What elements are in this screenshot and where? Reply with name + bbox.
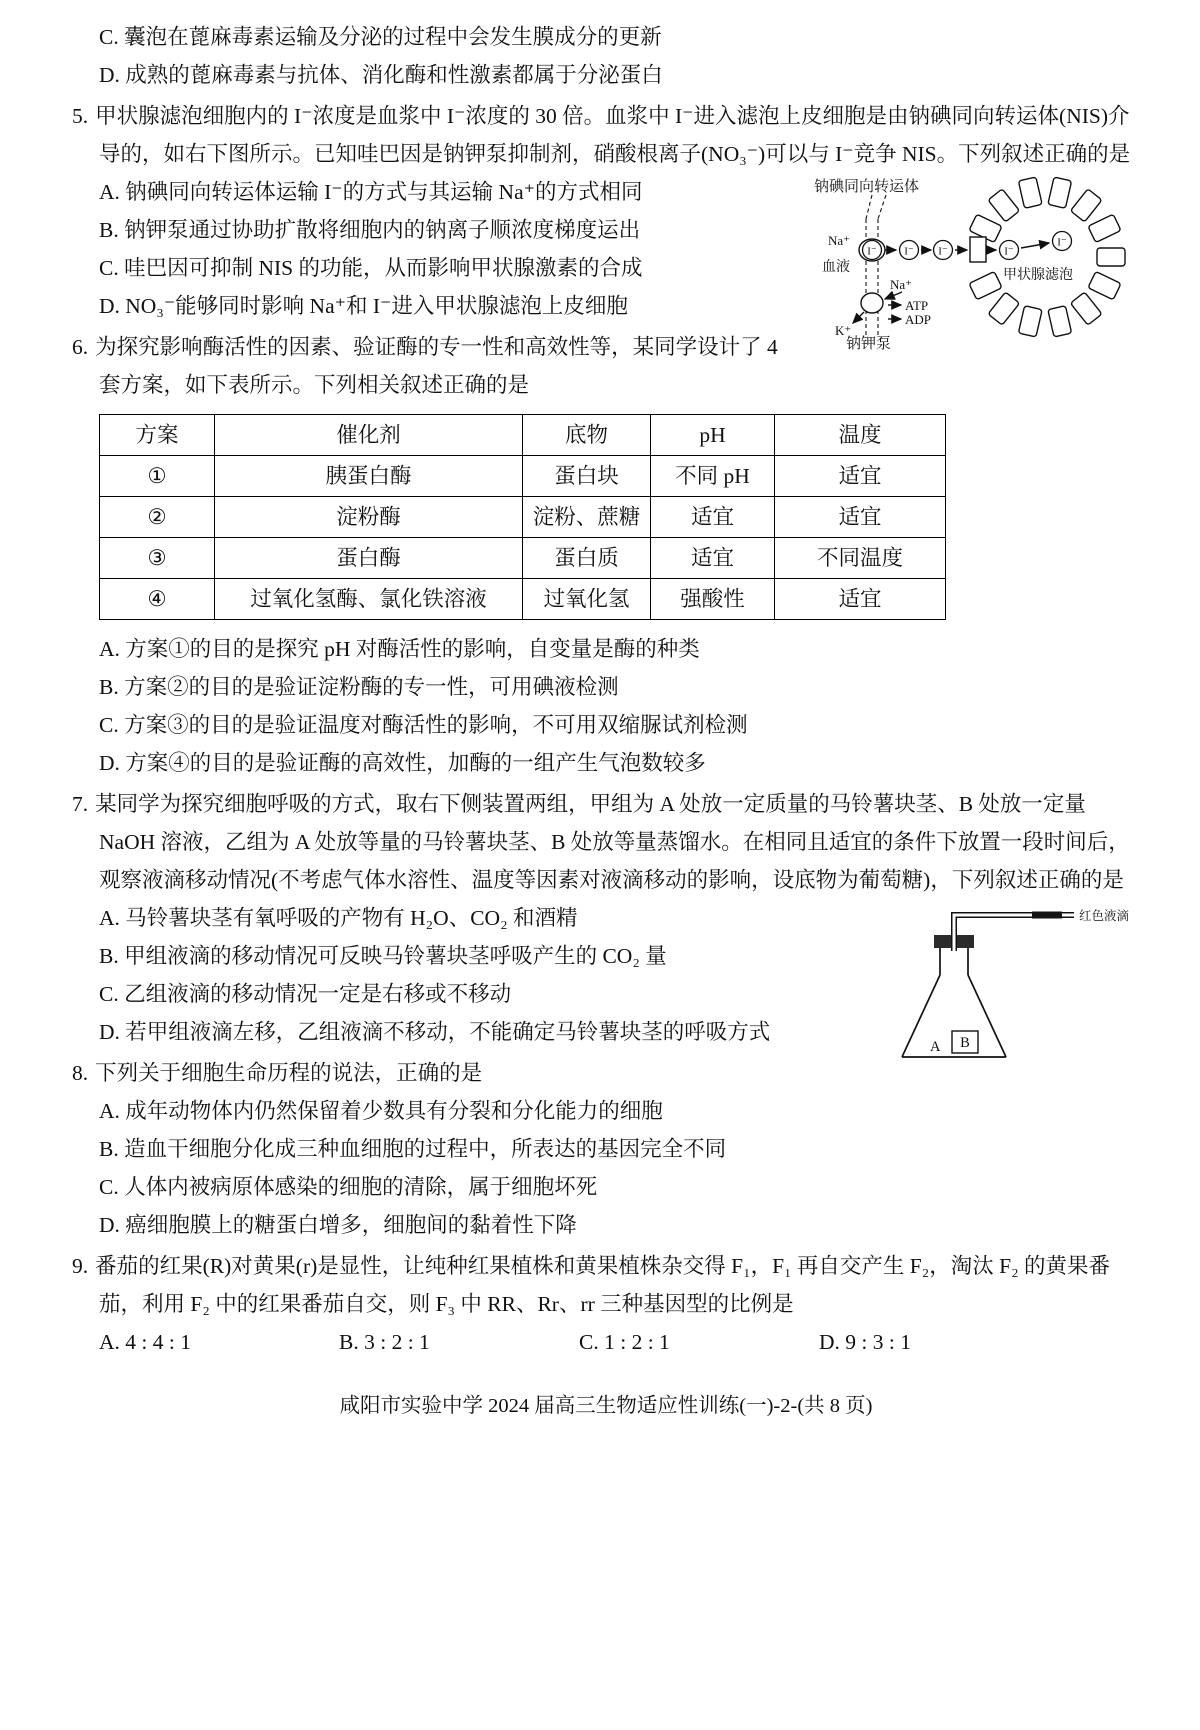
q9-option-b: B. 3 : 2 : 1 <box>339 1330 430 1354</box>
q7-diagram <box>882 901 1140 1069</box>
question-9 <box>72 1247 1140 1361</box>
q8-option-d: D. 癌细胞膜上的糖蛋白增多，细胞间的黏着性下降 <box>99 1213 577 1237</box>
flask-label-a: A <box>930 1039 941 1055</box>
iodide-flow <box>863 232 1072 260</box>
table-row <box>100 456 946 497</box>
table-cell: ② <box>100 497 215 538</box>
svg-text:I⁻: I⁻ <box>1057 236 1067 249</box>
q6-number: 6. <box>72 335 89 359</box>
q8-option-b: B. 造血干细胞分化成三种血细胞的过程中，所表达的基因完全不同 <box>99 1137 727 1161</box>
blood-label: 血液 <box>822 260 850 275</box>
svg-text:Na⁺: Na⁺ <box>890 277 913 292</box>
table-cell: 不同 pH <box>651 456 775 497</box>
table-header-row <box>100 415 946 456</box>
q5-diagram <box>810 175 1140 350</box>
table-cell: 适宜 <box>651 538 775 579</box>
q5-stem-text: 甲状腺滤泡细胞内的 I⁻浓度是血浆中 I⁻浓度的 30 倍。血浆中 I⁻进入滤泡上皮细胞是由钠碘同向转运体(NIS)介导的，如右下图所示。已知哇巴因是钠钾泵抑制剂，硝酸根离子(NO₃⁻)可以与 I⁻竞争 NIS。下列叙述正确的是 <box>95 104 1131 166</box>
question-5 <box>72 97 1140 350</box>
q6-option-b: B. 方案②的目的是验证淀粉酶的专一性，可用碘液检测 <box>99 675 619 699</box>
follicle-label: 甲状腺滤泡 <box>1003 268 1073 283</box>
svg-text:K⁺: K⁺ <box>835 323 852 338</box>
table-cell: 蛋白质 <box>523 538 651 579</box>
table-row <box>100 497 946 538</box>
table-cell: 适宜 <box>775 456 946 497</box>
q4-option-c: C. 囊泡在蓖麻毒素运输及分泌的过程中会发生膜成分的更新 <box>99 25 662 49</box>
q7-option-d: D. 若甲组液滴左移，乙组液滴不移动，不能确定马铃薯块茎的呼吸方式 <box>99 1020 771 1044</box>
symporter-label: 钠碘同向转运体 <box>814 179 920 195</box>
q7-stem-text: 某同学为探究细胞呼吸的方式，取右下侧装置两组，甲组为 A 处放一定质量的马铃薯块茎、B 处放一定量 NaOH 溶液，乙组为 A 处放等量的马铃薯块茎、B 处放等量蒸馏水。在相同且适宜的条件下放置一段时间后，观察液滴移动情况(不考虑气体水溶性、温度等因素对液滴移动的影响，设底物为葡萄糖)，下列叙述正确的是 <box>95 792 1130 892</box>
q6-stem-text: 为探究影响酶活性的因素、验证酶的专一性和高效性等，某同学设计了 4 套方案，如下表所示。下列相关叙述正确的是 <box>95 335 778 397</box>
q6-option-c: C. 方案③的目的是验证温度对酶活性的影响，不可用双缩脲试剂检测 <box>99 713 748 737</box>
table-header: 温度 <box>775 415 946 456</box>
question-7 <box>72 785 1140 1055</box>
svg-text:I⁻: I⁻ <box>867 245 877 258</box>
svg-text:I⁻: I⁻ <box>938 245 948 258</box>
table-cell: 蛋白块 <box>523 456 651 497</box>
table-cell: ① <box>100 456 215 497</box>
follicle-wall-transporter <box>970 237 986 262</box>
q6-option-a: A. 方案①的目的是探究 pH 对酶活性的影响，自变量是酶的种类 <box>99 637 700 661</box>
table-cell: 强酸性 <box>651 579 775 620</box>
q7-flask-diagram <box>882 901 1140 1069</box>
q8-option-c: C. 人体内被病原体感染的细胞的清除，属于细胞坏死 <box>99 1175 598 1199</box>
table-cell: 适宜 <box>775 579 946 620</box>
q7-option-a: A. 马铃薯块茎有氧呼吸的产物有 H₂O、CO₂ 和酒精 <box>99 906 578 930</box>
cell-membrane <box>866 195 886 335</box>
flask-label-b: B <box>960 1035 970 1051</box>
svg-text:ADP: ADP <box>905 312 932 327</box>
sodium-potassium-pump <box>835 277 931 338</box>
svg-text:I⁻: I⁻ <box>904 245 914 258</box>
q9-option-a: A. 4 : 4 : 1 <box>99 1330 191 1354</box>
table-cell: 不同温度 <box>775 538 946 579</box>
q5-thyroid-diagram <box>810 175 1140 350</box>
table-header: 底物 <box>523 415 651 456</box>
table-cell: 适宜 <box>775 497 946 538</box>
table-header: pH <box>651 415 775 456</box>
table-cell: 适宜 <box>651 497 775 538</box>
q5-stem <box>72 97 1140 173</box>
q6-table <box>99 414 946 620</box>
q5-option-a: A. 钠碘同向转运体运输 I⁻的方式与其运输 Na⁺的方式相同 <box>99 180 643 204</box>
q8-stem-text: 下列关于细胞生命历程的说法，正确的是 <box>95 1061 483 1085</box>
q7-number: 7. <box>72 792 89 816</box>
table-cell: 淀粉、蔗糖 <box>523 497 651 538</box>
q9-stem <box>72 1247 1140 1323</box>
q9-option-c: C. 1 : 2 : 1 <box>579 1330 670 1354</box>
table-cell: ③ <box>100 538 215 579</box>
table-cell: 蛋白酶 <box>215 538 523 579</box>
q5-option-b: B. 钠钾泵通过协助扩散将细胞内的钠离子顺浓度梯度运出 <box>99 218 641 242</box>
exam-content <box>72 18 1140 1425</box>
q6-option-d: D. 方案④的目的是验证酶的高效性，加酶的一组产生气泡数较多 <box>99 751 706 775</box>
table-header: 催化剂 <box>215 415 523 456</box>
table-cell: ④ <box>100 579 215 620</box>
question-6 <box>72 328 1140 782</box>
pump-label: 钠钾泵 <box>846 336 892 350</box>
q5-number: 5. <box>72 104 89 128</box>
q7-option-c: C. 乙组液滴的移动情况一定是右移或不移动 <box>99 982 512 1006</box>
q8-number: 8. <box>72 1061 89 1085</box>
q5-option-c: C. 哇巴因可抑制 NIS 的功能，从而影响甲状腺激素的合成 <box>99 256 643 280</box>
table-header: 方案 <box>100 415 215 456</box>
q9-option-d: D. 9 : 3 : 1 <box>819 1330 911 1354</box>
q7-stem <box>72 785 1140 899</box>
q9-stem-text: 番茄的红果(R)对黄果(r)是显性，让纯种红果植株和黄果植株杂交得 F₁，F₁ 再自交产生 F₂，淘汰 F₂ 的黄果番茄，利用 F₂ 中的红果番茄自交，则 F₃ 中 RR、Rr、rr 三种基因型的比例是 <box>95 1254 1110 1316</box>
follicle-ring <box>969 177 1125 337</box>
q9-options-row <box>99 1323 1140 1361</box>
table-cell: 淀粉酶 <box>215 497 523 538</box>
table-cell: 过氧化氢 <box>523 579 651 620</box>
blood-sodium-label: Na⁺ <box>828 233 851 248</box>
table-cell: 胰蛋白酶 <box>215 456 523 497</box>
table-cell: 过氧化氢酶、氯化铁溶液 <box>215 579 523 620</box>
question-8 <box>72 1054 1140 1244</box>
q9-number: 9. <box>72 1254 89 1278</box>
table-row <box>100 579 946 620</box>
table-row <box>100 538 946 579</box>
svg-text:ATP: ATP <box>905 298 929 313</box>
q4-option-d: D. 成熟的蓖麻毒素与抗体、消化酶和性激素都属于分泌蛋白 <box>99 63 663 87</box>
page-footer: 咸阳市实验中学 2024 届高三生物适应性训练(一)-2-(共 8 页) <box>339 1395 873 1417</box>
q8-option-a: A. 成年动物体内仍然保留着少数具有分裂和分化能力的细胞 <box>99 1099 663 1123</box>
q5-option-d: D. NO₃⁻能够同时影响 Na⁺和 I⁻进入甲状腺滤泡上皮细胞 <box>99 294 628 318</box>
droplet-label: 红色液滴 <box>1079 909 1130 923</box>
svg-text:I⁻: I⁻ <box>1004 245 1014 258</box>
q7-option-b: B. 甲组液滴的移动情况可反映马铃薯块茎呼吸产生的 CO₂ 量 <box>99 944 667 968</box>
red-droplet <box>1032 912 1062 919</box>
